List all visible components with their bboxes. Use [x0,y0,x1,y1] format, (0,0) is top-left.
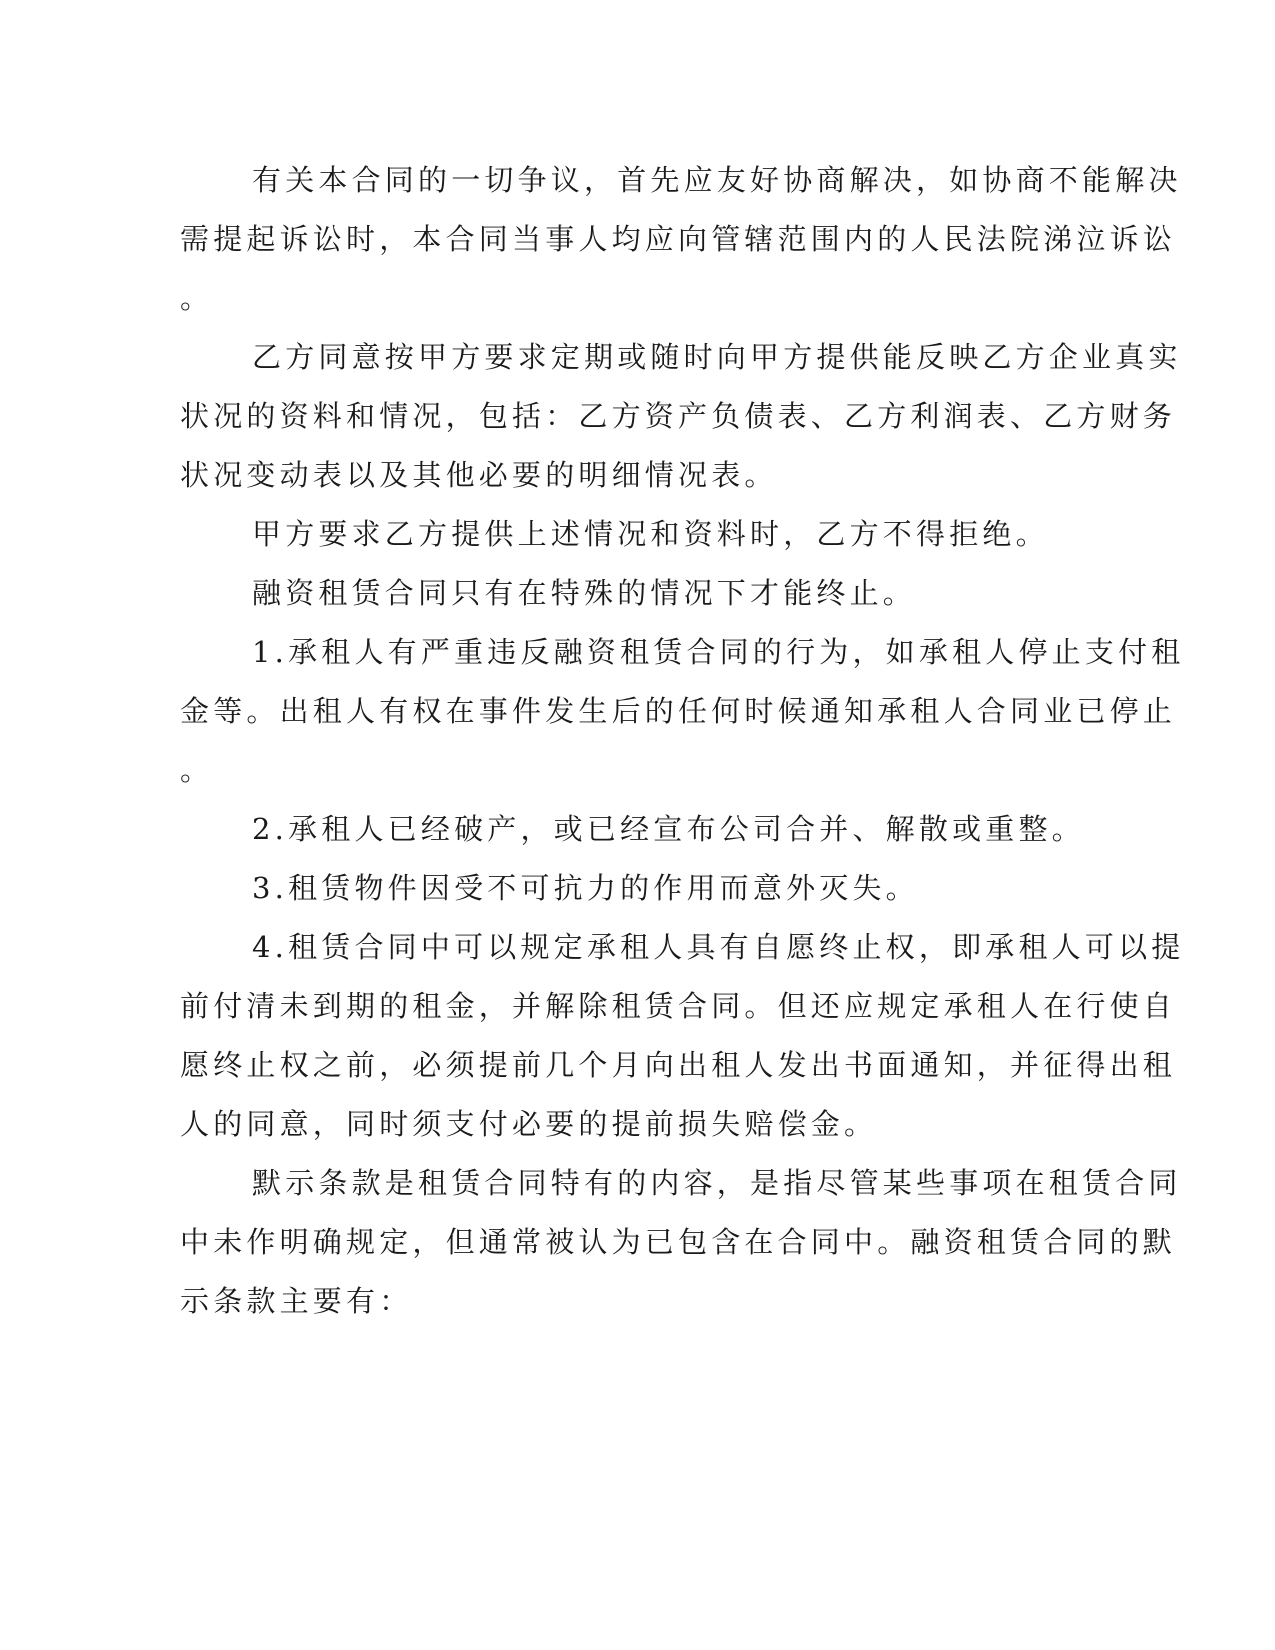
paragraph-5-line-3: 。 [180,753,214,787]
paragraph-8-line-4: 人的同意，同时须支付必要的提前损失赔偿金。 [180,1107,878,1141]
paragraph-9-line-2: 中未作明确规定，但通常被认为已包含在合同中。融资租赁合同的默 [180,1225,1177,1259]
paragraph-5-line-1: 1.承租人有严重违反融资租赁合同的行为，如承租人停止支付租 [252,635,1185,669]
paragraph-8-line-1: 4.租赁合同中可以规定承租人具有自愿终止权，即承租人可以提 [252,930,1185,964]
paragraph-1-line-1: 有关本合同的一切争议，首先应友好协商解决，如协商不能解决 [252,163,1182,197]
paragraph-9-line-1: 默示条款是租赁合同特有的内容，是指尽管某些事项在租赁合同 [252,1166,1182,1200]
paragraph-4-line-1: 融资租赁合同只有在特殊的情况下才能终止。 [252,576,917,610]
paragraph-3-line-1: 甲方要求乙方提供上述情况和资料时，乙方不得拒绝。 [252,517,1049,551]
paragraph-2-line-3: 状况变动表以及其他必要的明细情况表。 [180,458,778,492]
paragraph-2-line-2: 状况的资料和情况，包括：乙方资产负债表、乙方利润表、乙方财务 [180,399,1177,433]
paragraph-8-line-2: 前付清未到期的租金，并解除租赁合同。但还应规定承租人在行使自 [180,989,1177,1023]
paragraph-5-line-2: 金等。出租人有权在事件发生后的任何时候通知承租人合同业已停止 [180,694,1177,728]
paragraph-8-line-3: 愿终止权之前，必须提前几个月向出租人发出书面通知，并征得出租 [180,1048,1177,1082]
paragraph-6-line-1: 2.承租人已经破产，或已经宣布公司合并、解散或重整。 [252,812,1085,846]
paragraph-7-line-1: 3.租赁物件因受不可抗力的作用而意外灭失。 [252,871,919,905]
paragraph-9-line-3: 示条款主要有： [180,1284,413,1318]
paragraph-2-line-1: 乙方同意按甲方要求定期或随时向甲方提供能反映乙方企业真实 [252,340,1182,374]
paragraph-1-line-2: 需提起诉讼时，本合同当事人均应向管辖范围内的人民法院涕泣诉讼 [180,222,1177,256]
paragraph-1-line-3: 。 [180,281,214,315]
